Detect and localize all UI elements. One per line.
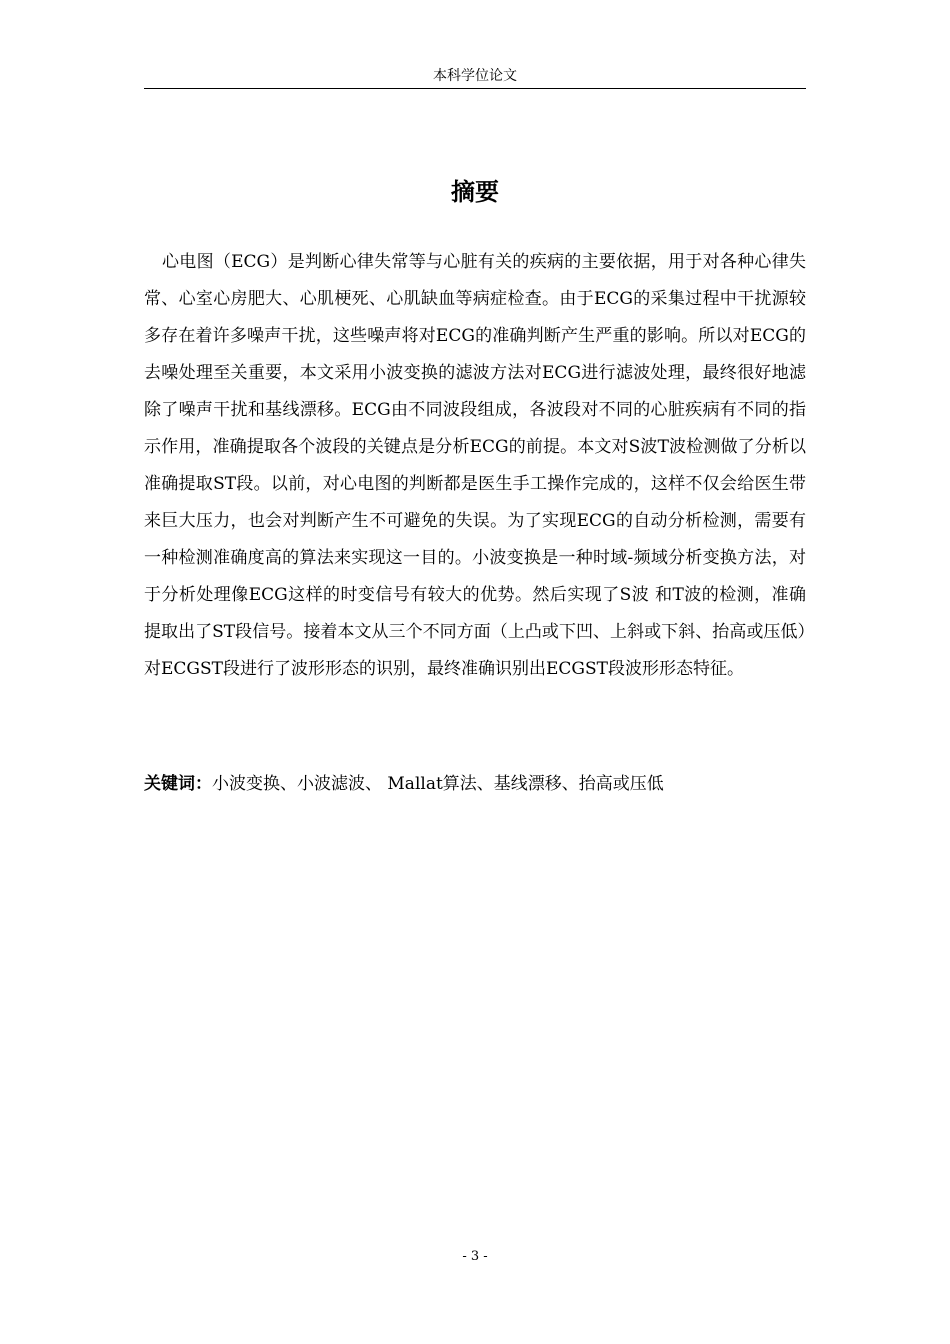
abstract-title: 摘要 — [451, 178, 499, 206]
keywords-list: 小波变换、小波滤波、 Mallat算法、基线漂移、抬高或压低 — [212, 774, 664, 794]
header-rule — [144, 88, 806, 89]
keywords-line — [144, 766, 806, 803]
abstract-body: 心电图（ECG）是判断心律失常等与心脏有关的疾病的主要依据，用于对各种心律失常、心室心房肥大、心肌梗死、心肌缺血等病症检查。由于ECG的采集过程中干扰源较多存在着许多噪声干扰，这些噪声将对ECG的准确判断产生严重的影响。所以对ECG的去噪处理至关重要，本文采用小波变换的滤波方法对ECG进行滤波处理，最终很好地滤除了噪声干扰和基线漂移。ECG由不同波段组成，各波段对不同的心脏疾病有不同的指示作用，准确提取各个波段的关键点是分析ECG的前提。本文对S波T波检测做了分析以准确提取ST段。以前，对心电图的判断都是医生手工操作完成的，这样不仅会给医生带来巨大压力，也会对判断产生不可避免的失误。为了实现ECG的自动分析检测，需要有一种检测准确度高的算法来实现这一目的。小波变换是一种时域-频域分析变换方法，对于分析处理像ECG这样的时变信号有较大的优势。然后实现了S波 和T波的检测，准确提取出了ST段信号。接着本文从三个不同方面（上凸或下凹、上斜或下斜、抬高或压低）对ECGST段进行了波形形态的识别，最终准确识别出ECGST段波形形态特征。 — [144, 252, 806, 679]
running-header: 本科学位论文 — [433, 68, 517, 84]
page-number: - 3 - — [462, 1249, 488, 1264]
keywords-label: 关键词： — [144, 774, 212, 794]
